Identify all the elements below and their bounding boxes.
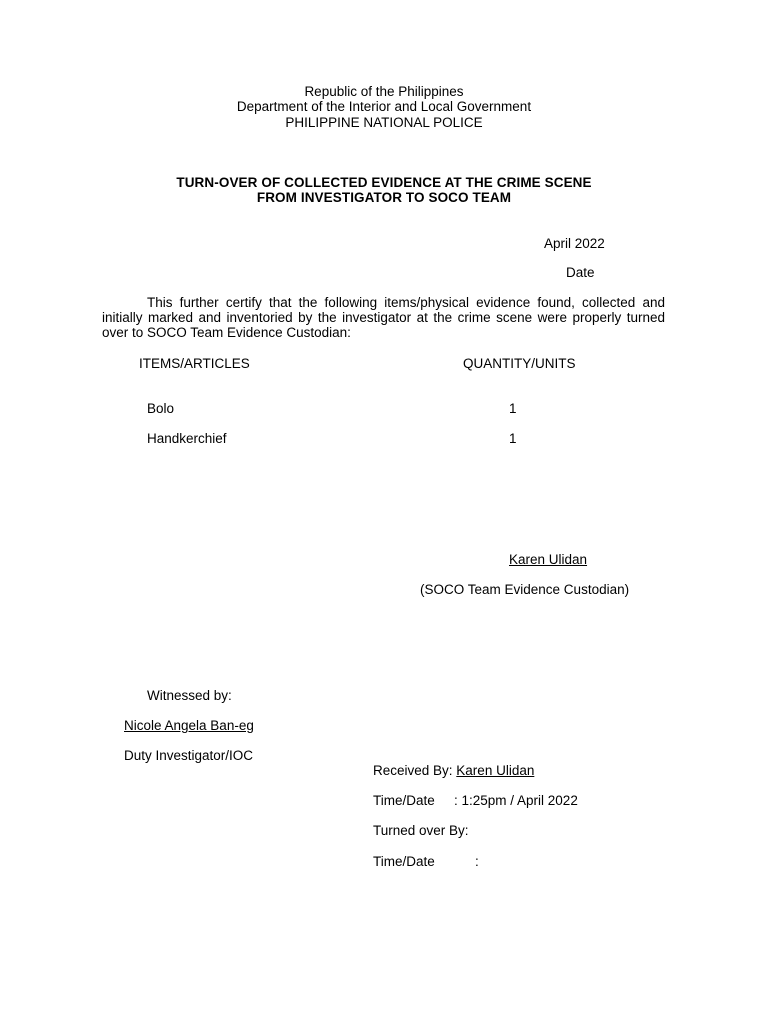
certification-paragraph: This further certify that the following items/physical evidence found, collected and initially marked and inventoried by the investigator at the crime scene were properly turned over to SOCO Team Evidence Custodian: — [102, 295, 665, 340]
witness-name: Nicole Angela Ban-eg — [124, 718, 254, 733]
item-name-2: Handkerchief — [147, 431, 227, 446]
received-by-label: Received By: — [373, 763, 457, 778]
item-quantity-1: 1 — [509, 401, 517, 416]
header-republic: Republic of the Philippines — [304, 84, 464, 99]
item-name-1: Bolo — [147, 401, 175, 416]
turned-over-by-label: Turned over By: — [373, 823, 469, 838]
header-department: Department of the Interior and Local Government — [236, 99, 532, 114]
received-by-name: Karen Ulidan — [456, 763, 535, 778]
document-title-line2: FROM INVESTIGATOR TO SOCO TEAM — [256, 190, 512, 205]
custodian-title: (SOCO Team Evidence Custodian) — [420, 582, 630, 597]
witnessed-by-label: Witnessed by: — [147, 688, 232, 703]
header-pnp: PHILIPPINE NATIONAL POLICE — [285, 115, 483, 130]
item-quantity-2: 1 — [509, 431, 517, 446]
witness-title: Duty Investigator/IOC — [124, 748, 254, 763]
document-title-line1: TURN-OVER OF COLLECTED EVIDENCE AT THE CRIME SCENE — [176, 175, 592, 190]
time-date-label: Time/Date — [373, 793, 435, 808]
time-date-value-2: : — [475, 854, 479, 869]
date-value: April 2022 — [544, 236, 605, 251]
time-date-label-2: Time/Date — [373, 854, 435, 869]
time-date-value: : 1:25pm / April 2022 — [454, 793, 578, 808]
received-by-line — [373, 763, 534, 778]
quantity-header: QUANTITY/UNITS — [463, 356, 576, 371]
custodian-name: Karen Ulidan — [509, 552, 588, 567]
items-header: ITEMS/ARTICLES — [139, 356, 250, 371]
date-label: Date — [566, 265, 595, 280]
